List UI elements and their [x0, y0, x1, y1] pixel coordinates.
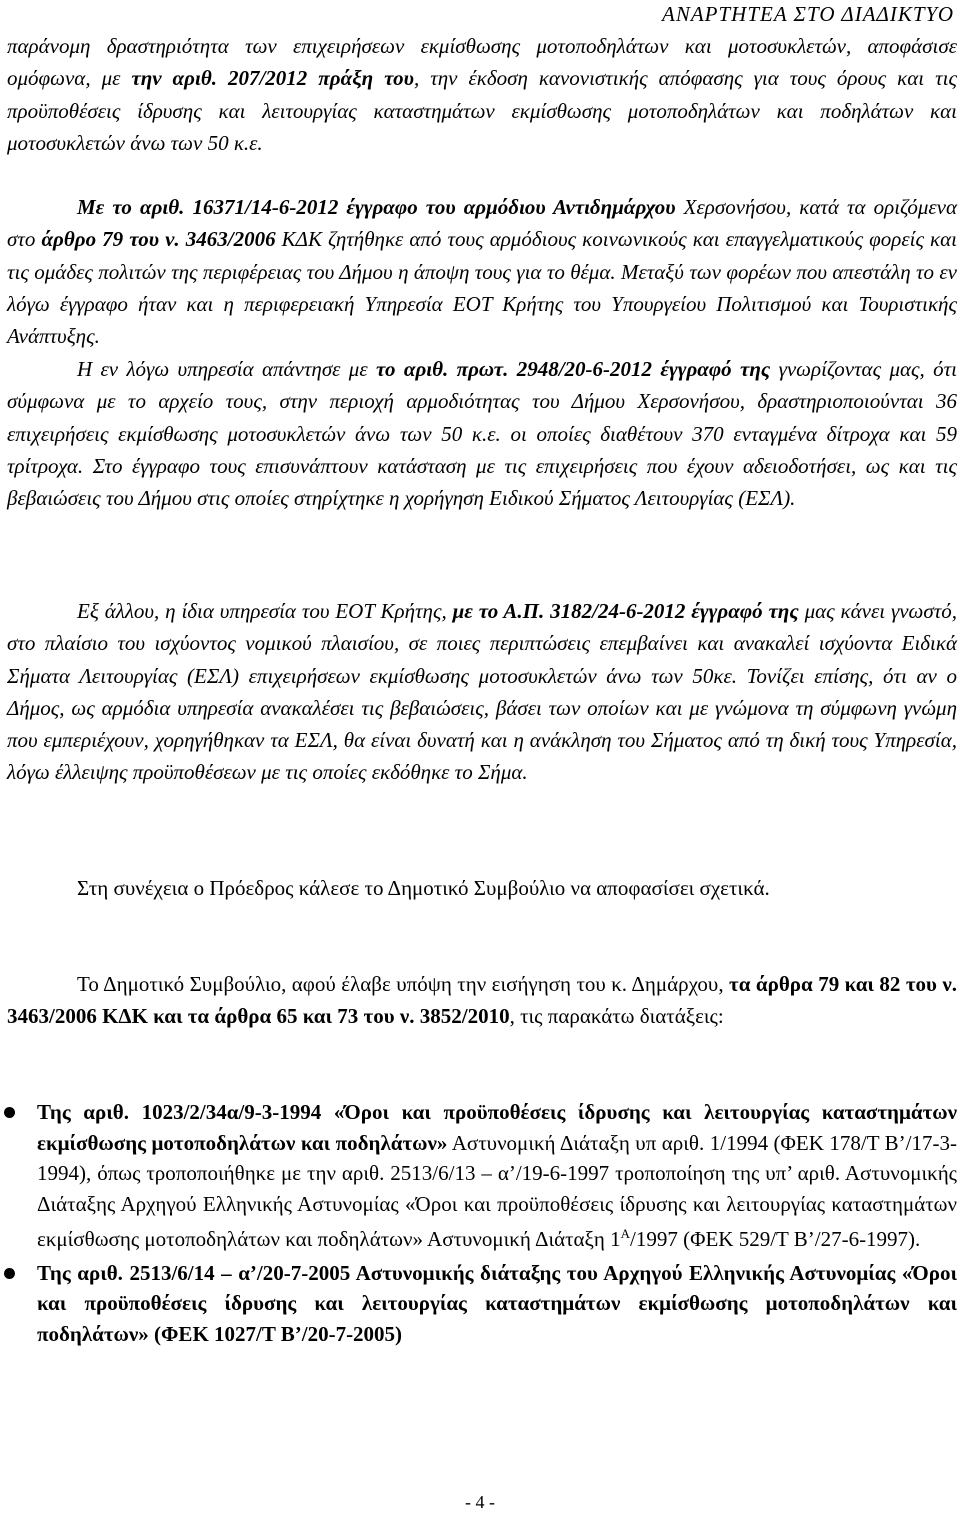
p1-text-c: , την έκδοση κανονιστικής απόφασης για τους όρους και τις προϋποθέσεις ίδρυσης και λειτουργίας καταστημάτων εκμίσθωσης μοτοποδηλάτων και ποδηλάτων και μοτοσυκλετών άνω των 50 κ.ε.	[7, 66, 957, 155]
paragraph-4	[7, 595, 957, 789]
provision-text-end: /1997 (ΦΕΚ 529/Τ Β’/27-6-1997).	[630, 1227, 921, 1251]
p2-law-reference: άρθρο 79 του ν. 3463/2006	[41, 227, 276, 252]
provisions-list	[0, 1097, 957, 1352]
p5-text: Στη συνέχεια ο Πρόεδρος κάλεσε το Δημοτικό Συμβούλιο να αποφασίσει σχετικά.	[77, 876, 770, 900]
paragraph-5	[7, 872, 957, 904]
provision-title: Της αριθ. 2513/6/14 – α’/20-7-2005 Αστυνομικής διάταξης του Αρχηγού Ελληνικής Αστυνομίας «Όροι και προϋποθέσεις ίδρυσης και λειτουργίας καταστημάτων εκμίσθωσης μοτοποδηλάτων και ποδηλάτων» (ΦΕΚ 1027/Τ Β’/20-7-2005)	[37, 1260, 957, 1346]
paragraph-3	[7, 353, 957, 514]
p2-text-d: ΚΔΚ ζητήθηκε από τους αρμόδιους κοινωνικούς και επαγγελματικούς φορείς και τις ομάδες πολιτών της περιφέρειας του Δήμου η άποψη τους για το θέμα. Μεταξύ των φορέων που απεστάλη το εν λόγω έγγραφο ήταν και η περιφερειακή Υπηρεσία ΕΟΤ Κρήτης του Υπουργείου Πολιτισμού και Τουριστικής Ανάπτυξης.	[7, 227, 957, 349]
paragraph-6	[7, 968, 957, 1033]
p4-text-c: μας κάνει γνωστό, στο πλαίσιο του ισχύοντος νομικού πλαισίου, σε ποιες περιπτώσεις επεμβαίνει και ανακαλεί ισχύοντα Ειδικά Σήματα Λειτουργίας (ΕΣΛ) επιχειρήσεων εκμίσθωσης μοτοσυκλετών άνω των 50κε. Τονίζει επίσης, ότι αν ο Δήμος, ως αρμόδια υπηρεσία ανακαλέσει τις βεβαιώσεις, βάσει των οποίων και με γνώμονα τη σύμφωνη γνώμη που εμπεριέχουν, χορηγήθηκαν τα ΕΣΛ, θα είναι δυνατή και η ανάκληση του Σήματος από τη δική τους Υπηρεσία, λόγω έλλειψης προϋποθέσεων με τις οποίες εκδόθηκε το Σήμα.	[7, 599, 957, 785]
p2-text-b: Χερσονήσου, κατά τα οριζόμενα στο	[7, 195, 958, 252]
provision-text: Αστυνομική Διάταξη υπ αριθ. 1/1994 (ΦΕΚ 178/Τ Β’/17-3-1994), όπως τροποποιήθηκε με την αριθ. 2513/6/13 – α’/19-6-1997 τροποποίηση της υπ’ αριθ. Αστυνομικής Διάταξης Αρχηγού Ελληνικής Αστυνομίας «Όροι και προϋποθέσεις ίδρυσης και λειτουργίας καταστημάτων εκμίσθωσης μοτοποδηλάτων και ποδηλάτων» Αστυνομική Διάταξη 1	[37, 1130, 957, 1251]
provision-title: Της αριθ. 1023/2/34α/9-3-1994 «Όροι και προϋποθέσεις ίδρυσης και λειτουργίας καταστημάτων εκμίσθωσης μοτοποδηλάτων και ποδηλάτων»	[37, 1100, 957, 1155]
p1-text-a: παράνομη δραστηριότητα των επιχειρήσεων εκμίσθωσης μοτοποδηλάτων και μοτοσυκλετών, αποφάσισε ομόφωνα, με	[7, 34, 957, 91]
p4-text-a: Εξ άλλου, η ίδια υπηρεσία του ΕΟΤ Κρήτης,	[77, 599, 453, 623]
p3-text-c: γνωρίζοντας μας, ότι σύμφωνα με το αρχείο τους, στην περιοχή αρμοδιότητας του Δήμου Χερσονήσου, δραστηριοποιούνται 36 επιχειρήσεις εκμίσθωσης μοτοσυκλετών άνω των 50 κ.ε. οι οποίες διαθέτουν 370 ενταγμένα δίτροχα και 59 τρίτροχα. Στο έγγραφο τους επισυνάπτουν κατάσταση με τις επιχειρήσεις που έχουν αδειοδοτήσει, ως και τις βεβαιώσεις του Δήμου στις οποίες στηρίχτηκε η χορήγηση Ειδικού Σήματος Λειτουργίας (ΕΣΛ).	[7, 357, 957, 511]
p6-text-a: Το Δημοτικό Συμβούλιο, αφού έλαβε υπόψη την εισήγηση του κ. Δημάρχου,	[77, 972, 730, 996]
p6-law-reference: τα άρθρα 79 και 82 του ν. 3463/2006 ΚΔΚ και τα άρθρα 65 και 73 του ν. 3852/2010	[7, 972, 957, 1029]
list-item	[0, 1258, 957, 1350]
bullet-icon	[4, 1107, 15, 1118]
paragraph-1	[7, 30, 957, 159]
p4-doc-reference: με το Α.Π. 3182/24-6-2012 έγγραφό της	[452, 599, 799, 623]
page-number: - 4 -	[465, 1492, 495, 1512]
list-item	[0, 1097, 957, 1255]
p3-doc-reference: το αριθ. πρωτ. 2948/20-6-2012 έγγραφό της	[375, 357, 771, 381]
bullet-icon	[4, 1268, 15, 1279]
posting-header: ΑΝΑΡΤΗΤΕΑ ΣΤΟ ΔΙΑΔΙΚΤΥΟ	[662, 2, 954, 26]
p2-doc-reference: Με το αριθ. 16371/14-6-2012 έγγραφο του αρμόδιου Αντιδημάρχου	[77, 195, 676, 219]
p1-act-reference: την αριθ. 207/2012 πράξη του	[131, 66, 414, 91]
paragraph-2	[7, 191, 957, 352]
p3-text-a: Η εν λόγω υπηρεσία απάντησε με	[77, 357, 376, 381]
provision-superscript: Α	[620, 1226, 631, 1241]
p6-text-c: , τις παρακάτω διατάξεις:	[509, 1004, 724, 1029]
